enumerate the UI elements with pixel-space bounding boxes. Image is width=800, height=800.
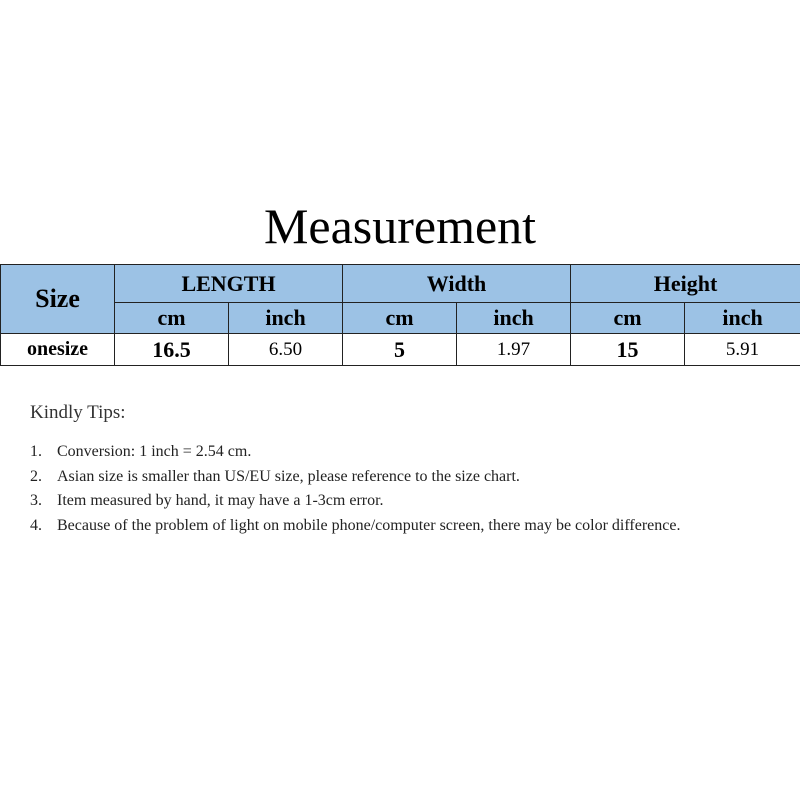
- value-cell: 6.50: [229, 334, 343, 366]
- group-header-height: Height: [571, 265, 800, 303]
- list-item: [30, 514, 710, 539]
- value-cell: 5.91: [685, 334, 800, 366]
- list-item-number: 2.: [30, 467, 42, 485]
- header-row-groups: [1, 265, 800, 303]
- value-cell: 16.5: [115, 334, 229, 366]
- list-item-text: Asian size is smaller than US/EU size, please reference to the size chart.: [57, 467, 520, 485]
- unit-header-cell: inch: [457, 303, 571, 334]
- unit-header-cell: cm: [115, 303, 229, 334]
- table-row: [1, 334, 800, 366]
- list-item-text: Item measured by hand, it may have a 1-3cm error.: [57, 492, 384, 509]
- size-header-cell: Size: [1, 265, 115, 334]
- list-item-text: Conversion: 1 inch = 2.54 cm.: [57, 443, 252, 460]
- value-cell: 1.97: [457, 334, 571, 366]
- value-cell: 5: [343, 334, 457, 366]
- unit-header-cell: cm: [571, 303, 685, 334]
- list-item: [30, 440, 710, 465]
- list-item-number: 1.: [30, 443, 42, 460]
- list-item: [30, 465, 710, 490]
- page-title: Measurement: [263, 198, 537, 254]
- tips-list: [30, 440, 710, 538]
- size-chart-table: [0, 264, 800, 366]
- group-header-length: LENGTH: [115, 265, 343, 303]
- header-row-units: [1, 303, 800, 334]
- group-header-width: Width: [343, 265, 571, 303]
- list-item: [30, 489, 710, 514]
- row-label-cell: onesize: [1, 334, 115, 366]
- unit-header-cell: cm: [343, 303, 457, 334]
- value-cell: 15: [571, 334, 685, 366]
- unit-header-cell: inch: [229, 303, 343, 334]
- list-item-number: 4.: [30, 516, 42, 534]
- tips-heading: Kindly Tips:: [30, 402, 126, 423]
- list-item-number: 3.: [30, 492, 42, 509]
- unit-header-cell: inch: [685, 303, 800, 334]
- list-item-text: Because of the problem of light on mobile phone/computer screen, there may be color difference.: [57, 516, 681, 534]
